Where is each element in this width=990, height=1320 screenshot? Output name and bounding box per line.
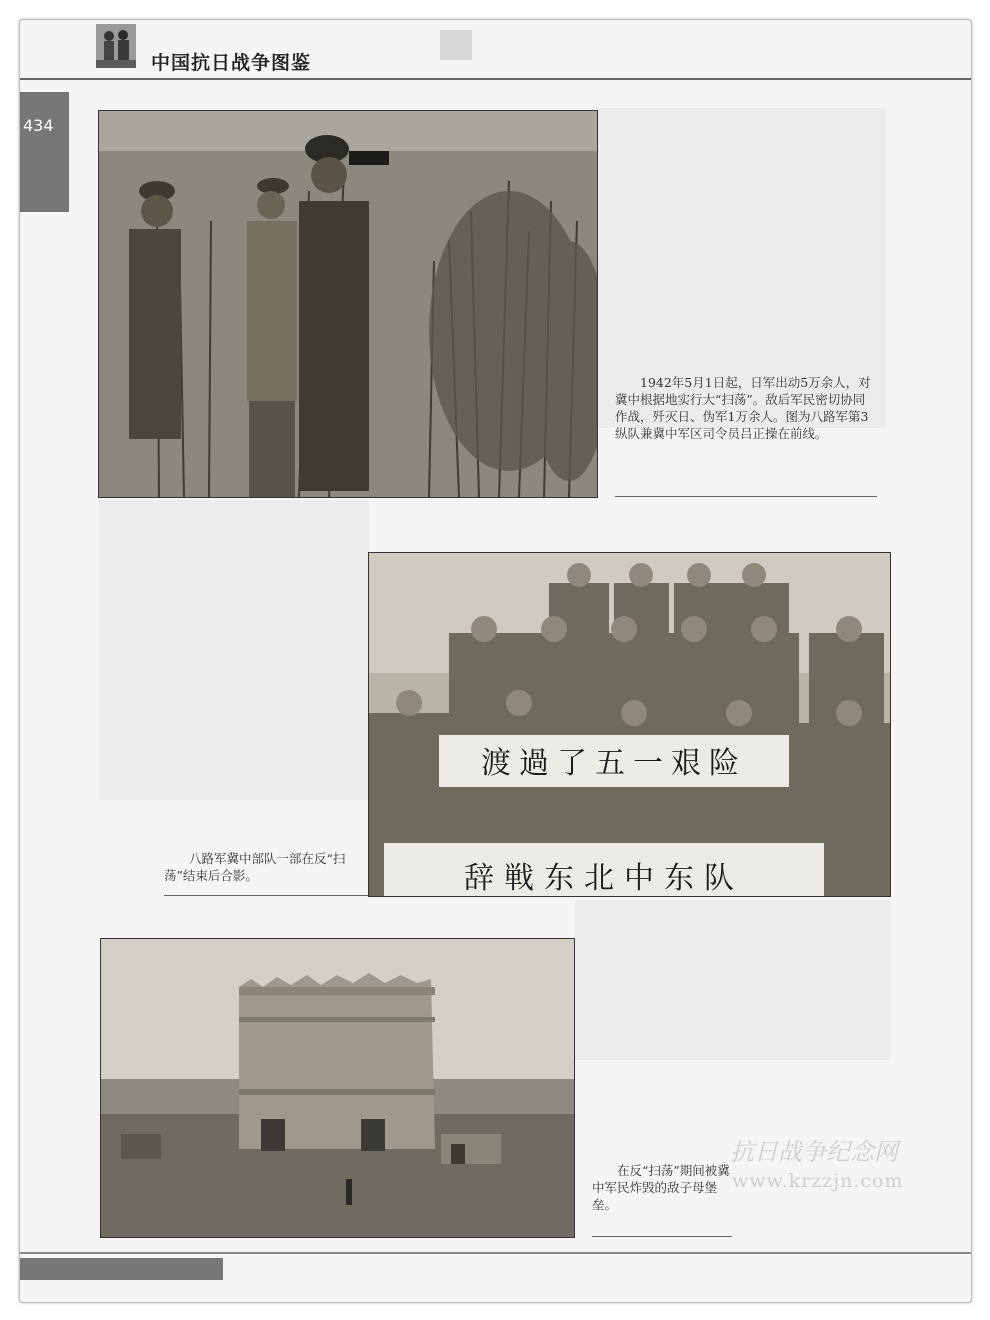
photo-group-banners bbox=[368, 552, 891, 897]
banner-top-text: 渡過了五一艰险 bbox=[481, 746, 747, 781]
footer-rule bbox=[20, 1252, 971, 1254]
background-block bbox=[99, 500, 369, 800]
photo-destroyed-fort bbox=[100, 938, 575, 1238]
page-number: 434 bbox=[23, 116, 54, 135]
caption-photo-3: 在反“扫荡”期间被冀中军民炸毁的敌子母堡垒。 bbox=[592, 1163, 730, 1212]
caption-photo-2: 八路军冀中部队一部在反“扫荡”结束后合影。 bbox=[164, 851, 346, 883]
footer-bar bbox=[20, 1258, 223, 1280]
page-number-tab bbox=[20, 92, 69, 212]
book-title: 中国抗日战争图鉴 bbox=[151, 52, 312, 74]
caption-rule bbox=[164, 895, 368, 896]
header-rule bbox=[20, 78, 971, 80]
caption-photo-1: 1942年5月1日起，日军出动5万余人，对冀中根据地实行大“扫荡”。敌后军民密切协同作战，歼灭日、伪军1万余人。图为八路军第3纵队兼冀中军区司令员吕正操在前线。 bbox=[615, 375, 871, 441]
banner-bottom-text: 辞戦东北中东队 bbox=[464, 861, 744, 896]
caption-rule bbox=[592, 1236, 732, 1237]
background-block bbox=[575, 900, 890, 1060]
soldiers-logo-icon bbox=[96, 24, 136, 68]
watermark-line-1: 抗日战争纪念网 bbox=[730, 1138, 898, 1166]
bleed-through-stamp bbox=[440, 30, 472, 60]
watermark-line-2: www.krzzjn.com bbox=[732, 1170, 904, 1192]
photo-officers-field bbox=[98, 110, 598, 498]
caption-rule bbox=[615, 496, 877, 497]
book-page bbox=[19, 19, 972, 1303]
